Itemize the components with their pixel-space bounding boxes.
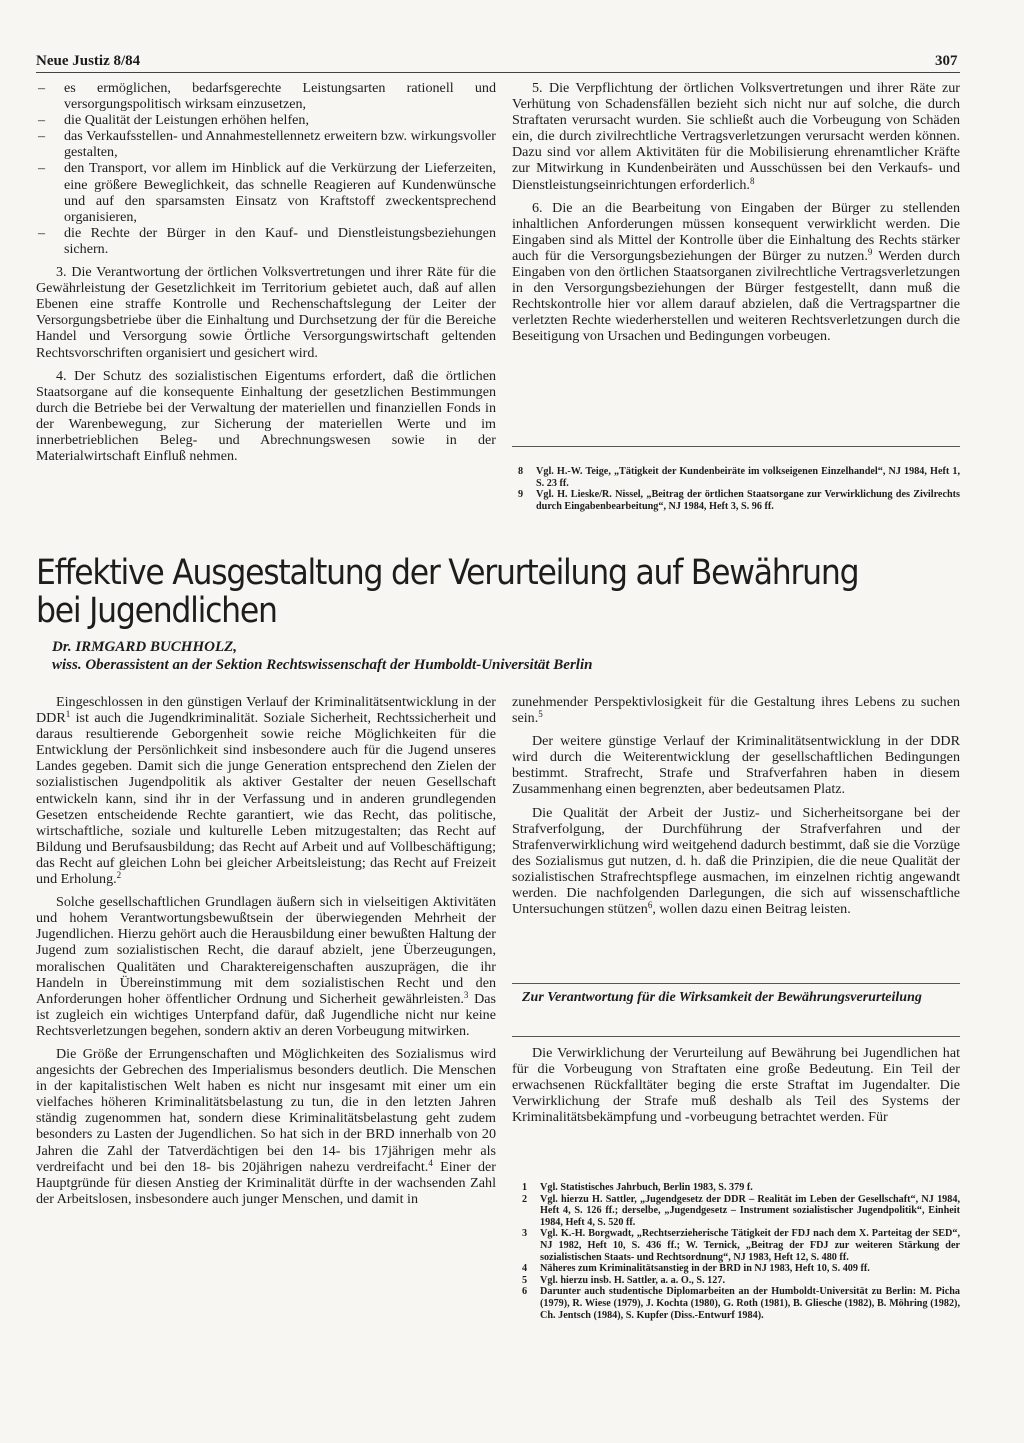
body-paragraph: zunehmender Perspektivlosigkeit für die Gestaltung ihres Lebens zu suchen sein.$^5$ (512, 694, 960, 727)
dash-item: – das Verkaufsstellen- und Annahmestellennetz erweitern bzw. wirkungsvoller gestalten, (36, 128, 496, 160)
dash-item: – die Rechte der Bürger in den Kauf- und Dienstleistungsbeziehungen sichern. (36, 225, 496, 257)
body-paragraph: Die Größe der Errungenschaften und Möglichkeiten des Sozialismus wird angesichts der Gebrechen des Imperialismus besonders deutlich. Die Menschen in der kapitalistischen Welt haben es nicht nur insgesamt mit einer um ein vielfaches höheren Kriminalitätsbelastung zu tun, die in den letzten Jahren ständig zugenommen hat, sondern diese Kriminalitätsbelastung geht zudem besonders zu Lasten der Jugendlichen. So hat sich in der BRD innerhalb von 20 Jahren die Zahl der Tatverdächtigen bei den 14- bis 17jährigen mehr als verdreifacht und bei den 18- bis 20jährigen nahezu verdreifacht.$^4$ Einer der Hauptgründe für diesen Anstieg der Kriminalität dürfte in der wachsenden Zahl der Arbeitslosen, insbesondere auch junger Menschen, und damit in (36, 1045, 496, 1207)
footnote-item: 4 Näheres zum Kriminalitätsanstieg in der BRD in NJ 1983, Heft 10, S. 409 ff. (522, 1263, 870, 1275)
footnote-ref: 3 (463, 989, 469, 1000)
footnote-item: 2 Vgl. hierzu H. Sattler, „Jugendgesetz der DDR – Realität im Leben der Gesellschaft“, NJ 1984, Heft 4, S. 126 ff.; derselbe, „Jugendgesetz – Instrument sozialistischer Jugendpolitik“, Einheit 1984, Heft 4, S. 520 ff. (522, 1193, 960, 1228)
dash-item: – die Qualität der Leistungen erhöhen helfen, (36, 112, 496, 128)
footnote-ref: 9 (867, 246, 873, 257)
footnote-rule (512, 446, 960, 447)
footnote-ref: 1 (65, 709, 71, 720)
top-left-column (36, 80, 496, 471)
body-paragraph: Solche gesellschaftlichen Grundlagen äußern sich in vielseitigen Aktivitäten und hohem Verantwortungsbewußtsein der überwiegenden Mehrheit der Jugendlichen. Hierzu gehört auch die Herausbildung einer bewußten Haltung der Jugend zum sozialistischen Recht, die darauf abzielt, jene Überzeugungen, moralischen Qualitäten und Charaktereigenschaften auszuprägen, die ihr Handeln in Übereinstimmung mit dem sozialistischen Recht und den Anforderungen hoher öffentlicher Ordnung und Sicherheit gewährleisten.$^3$ Das ist zugleich ein wichtiges Unterpfand dafür, daß Jugendliche nicht nur keine Rechtsverletzungen begehen, sondern aktiv an deren Vorbeugung mitwirken. (36, 894, 496, 1039)
section-subheading: Zur Verantwortung für die Wirksamkeit der Bewährungsverurteilung (522, 990, 922, 1005)
body-paragraph: Die Verwirklichung der Verurteilung auf Bewährung bei Jugendlichen hat für die Vorbeugung von Straftaten eine große Bedeutung. Ein Teil der erwachsenen Rückfalltäter beging die erste Straftat im Jugendalter. Die Verwirklichung der Strafe muß deshalb als Teil des Systems der Kriminalitätsbekämpfung und -vorbeugung betrachtet werden. Für (512, 1045, 960, 1126)
top-footnotes (518, 466, 960, 512)
footnote-ref: 4 (428, 1157, 433, 1168)
footnote-item: 6 Darunter auch studentische Diplomarbeiten an der Humboldt-Universität zu Berlin: M. Picha (1979), R. Wiese (1979), J. Kochta (1980), G. Roth (1981), B. Gliesche (1982), B. Möhring (1982), Ch. Jentsch (1984), S. Kupfer (Diss.-Entwurf 1984). (522, 1286, 960, 1321)
journal-name: Neue Justiz 8/84 (36, 53, 141, 69)
footnote-item: 1 Vgl. Statistisches Jahrbuch, Berlin 1983, S. 379 f. (522, 1182, 753, 1193)
footnote-ref: 8 (749, 175, 755, 186)
paragraph-3: 3. Die Verantwortung der örtlichen Volksvertretungen und ihrer Räte für die Gewährleistung der Gesetzlichkeit im Territorium gebietet auch, daß auf allen Ebenen eine straffe Kontrolle und Rechenschaftslegung der Leiter der Versorgungsbetriebe über die Einhaltung und Durchsetzung der für die Bereiche Handel und Versorgung sowie Örtliche Versorgungswirtschaft geltenden Rechtsvorschriften organisiert und gesichert wird. (36, 264, 496, 361)
dash-item: – den Transport, vor allem im Hinblick auf die Verkürzung der Lieferzeiten, eine größere Beweglichkeit, das schnelle Reagieren auf Kundenwünsche und auf den sparsamsten Einsatz von Kraftstoff zweckentsprechend organisieren, (36, 160, 496, 224)
top-right-column (512, 80, 960, 352)
footnote-item: 8 Vgl. H.-W. Teige, „Tätigkeit der Kundenbeiräte im volkseigenen Einzelhandel“, NJ 1984, Heft 1, S. 23 ff. (518, 466, 960, 489)
footnote-ref: 5 (538, 709, 543, 720)
bottom-footnotes (522, 1182, 960, 1321)
header-rule (36, 72, 960, 73)
dash-list (36, 80, 496, 257)
body-paragraph: Eingeschlossen in den günstigen Verlauf der Kriminalitätsentwicklung in der DDR$^1$ ist auch die Jugendkriminalität. Soziale Sicherheit, Rechtssicherheit und daraus resultierende Geborgenheit sowie reiche Möglichkeiten für die Entwicklung der Persönlichkeit sind insbesondere auch für die Jugend unseres Landes gegeben. Damit sich die junge Generation entsprechend den Zielen der sozialistischen Jugendpolitik als aktiver Gestalter der neuen Gesellschaft entwickeln kann, sind ihr in der Verfassung und in anderen grundlegenden Gesetzen entscheidende Rechte garantiert, wie das Recht, das politische, wirtschaftliche, soziale und kulturelle Leben mitzugestalten; das Recht auf Bildung und Berufsausbildung; das Recht auf Arbeit und auf Vollbeschäftigung; das Recht auf gleichen Lohn bei gleicher Arbeitsleistung; das Recht auf Freizeit und Erholung.$^2$ (36, 694, 496, 888)
footnote-item: 5 Vgl. hierzu insb. H. Sattler, a. a. O., S. 127. (522, 1274, 725, 1286)
body-right-column (512, 694, 960, 924)
body-paragraph: Der weitere günstige Verlauf der Kriminalitätsentwicklung in der DDR wird durch die Weiterentwicklung der gesellschaftlichen Bedingungen bestimmt. Strafrecht, Strafe und Strafverfahren haben in diesem Zusammenhang einen begrenzten, aber bedeutsamen Platz. (512, 733, 960, 798)
article-affiliation: wiss. Oberassistent an der Sektion Rechtswissenschaft der Humboldt-Universität Berlin (52, 657, 593, 673)
dash-item: – es ermöglichen, bedarfsgerechte Leistungsarten rationell und versorgungspolitisch wirksam einzusetzen, (36, 80, 496, 112)
footnote-item: 3 Vgl. K.-H. Borgwadt, „Rechtserzieherische Tätigkeit der FDJ nach dem X. Parteitag der SED“, NJ 1982, Heft 10, S. 436 ff.; W. Ternick, „Beitrag der FDJ zur weiteren Stärkung der sozialistischen Staats- und Rechtsordnung“, NJ 1983, Heft 12, S. 480 ff. (522, 1228, 960, 1263)
subheading-rule (512, 1036, 960, 1037)
paragraph-6: 6. Die an die Bearbeitung von Eingaben der Bürger zu stellenden inhaltlichen Anforderungen müssen konsequent verwirklicht werden. Die Eingaben sind als Mittel der Kontrolle über die Einhaltung des Rechts stärker auch für die Versorgungsbeziehungen der Bürger zu nutzen.$^9$ Werden durch Eingaben von den örtlichen Staatsorganen zivilrechtliche Vertragsverletzungen in den Versorgungsbeziehungen der Bürger festgestellt, dann muß die Rechtskontrolle hier vor allem darauf abzielen, daß die Vertragspartner die verletzten Rechte wiederherstellen und weiteren Rechtsverletzungen durch die Beseitigung von Ursachen und Bedingungen vorbeugen. (512, 199, 960, 345)
footnote-ref: 2 (116, 870, 122, 881)
body-paragraph: Die Qualität der Arbeit der Justiz- und Sicherheitsorgane bei der Strafverfolgung, der Durchführung der Strafverfahren und der Strafenverwirklichung wird weitgehend dadurch bestimmt, daß sie die Vorzüge des Sozialismus gut nutzen, d. h. daß die Prinzipien, die die neue Qualität der sozialistischen Strafrechtspflege ausmachen, im einzelnen richtig angewandt werden. Die nachfolgenden Darlegungen, die sich auf wissenschaftliche Untersuchungen stützen$^6$, wollen dazu einen Beitrag leisten. (512, 804, 960, 918)
body-right-lower (512, 1045, 960, 1132)
paragraph-5: 5. Die Verpflichtung der örtlichen Volksvertretungen und ihrer Räte zur Verhütung von Schadensfällen bezieht sich nicht nur auf solche, die durch Straftaten verursacht wurden. Sie schließt auch die Vorbeugung von Schäden ein, die durch zivilrechtliche Vertragsverletzungen verursacht werden können. Dazu sind vor allem Aktivitäten für die Mobilisierung ehrenamtlicher Kräfte zur Mitwirkung in Kundenbeiräten und Ausschüssen bei den Verkaufs- und Dienstleistungseinrichtungen erforderlich.$^8$ (512, 80, 960, 193)
body-left-column (36, 694, 496, 1214)
paragraph-4: 4. Der Schutz des sozialistischen Eigentums erfordert, daß die örtlichen Staatsorgane auf die konsequente Einhaltung der gesetzlichen Bestimmungen durch die Betriebe bei der Verwaltung der materiellen und finanziellen Fonds in der Warenbewegung, zur Sicherung der materiellen Werte und im innerbetrieblichen Beleg- und Abrechnungswesen sowie in der Materialwirtschaft Einfluß nehmen. (36, 367, 496, 465)
article-author: Dr. IRMGARD BUCHHOLZ, (52, 639, 238, 655)
footnote-item: 9 Vgl. H. Lieske/R. Nissel, „Beitrag der örtlichen Staatsorgane zur Verwirklichung des Zivilrechts durch Eingabenbearbeitung“, NJ 1984, Heft 3, S. 96 ff. (518, 489, 960, 512)
subheading-rule (512, 983, 960, 984)
page-number: 307 (935, 53, 958, 69)
article-title: Effektive Ausgestaltung der Verurteilung auf Bewährung bei Jugendlichen (36, 553, 859, 631)
footnote-ref: 6 (647, 900, 653, 911)
